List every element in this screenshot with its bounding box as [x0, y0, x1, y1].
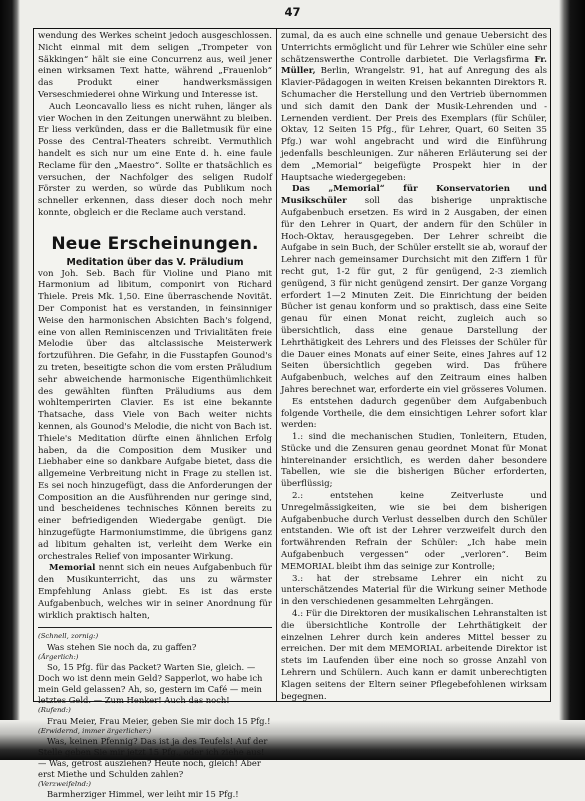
article-title: Meditation über das V. Präludium — [66, 256, 244, 268]
publisher-text-end: Berlin, Wrangelstr. 91, hat auf Anregung des als Klavier-Pädagogen in weiten Kreisen bekannten Direktors R. Schumacher die Herstellung und den Vertrieb übernommen und sich damit den Dank der Musik-Lehrenden und -Lernenden verdient. Der Preis des Exemplars (für Schüler, Oktav, 12 Seiten 15 Pfg., für Lehrer, Quart, 60 Seiten 35 Pfg.) war wohl angebracht und wird die Einführung jedenfalls beschleunigen. Zur näheren Erläuterung sei der dem „Memorial“ beigefügte Prospekt hier in der Hauptsache wiedergegeben: — [281, 66, 547, 183]
dialogue-line: Frau Meier, Frau Meier, geben Sie mir doch 15 Pfg.! — [47, 715, 271, 726]
stage-direction: (Erwidernd, immer ärgerlicher:) — [38, 726, 152, 735]
scan-edge-left — [0, 0, 20, 760]
advantage-item: 3.: hat der strebsame Lehrer ein nicht zu unterschätzendes Material für die Wirkung seiner Methode in den verschiedenen gesammelten Lehrgängen. — [281, 573, 547, 608]
dialogue-line: Was, keinen Pfennig? Das ist ja des Teufels! Auf der Stelle geben Sie mir jetzt 15 Pfg., oder ich ziehe aus! — Was, getrost ausziehen? Heute noch, gleich! Aber erst Miethe und Schulden zahlen? — [38, 735, 268, 780]
right-column — [281, 31, 548, 702]
stage-direction: (Schnell, zornig:) — [38, 632, 99, 641]
dialogue-line: Was stehen Sie noch da, zu gaffen? — [47, 641, 197, 652]
intro-paragraph: wendung des Werkes scheint jedoch ausgeschlossen. Nicht einmal mit dem seligen „Trompeter von Säkkingen“ hält sie eine Concurrenz aus, weil jener einen wirksamen Text hatte, während „Frauenlob“ das Produkt einer handwerksmässigen Verseschmiederei ohne Wirkung und Interesse ist. — [38, 31, 272, 100]
prospect-paragraph — [281, 184, 547, 396]
stage-direction: (Verzweifelnd:) — [38, 780, 91, 789]
section-heading: Neue Erscheinungen. — [51, 233, 259, 254]
article-body: von Joh. Seb. Bach für Violine und Piano mit Harmonium ad libitum, componirt von Richard Thiele. Preis Mk. 1,50. Eine überraschende Novität. Der Componist hat es verstanden, in feinsinniger Weise den harmonischen Absichten Bach's folgend, eine von allen Reminiscenzen und Trivialitäten freie Melodie über das altclassische Meisterwerk fortzuführen. Die Gefahr, in die Fusstapfen Gounod's zu treten, beseitigte schon die vom ersten Präludium sehr abweichende harmonische Eigenthümlichkeit des gewählten fünften Präludiums aus dem wohltemperirten Clavier. Es ist eine bekannte Thatsache, dass Viele von Bach weiter nichts kennen, als Gounod's Melodie, die nicht von Bach ist. Thiele's Meditation dürfte einen ähnlichen Erfolg haben, da die Composition dem Musiker und Liebhaber eine so dankbare Aufgabe bietet, dass die allgemeine Verbreitung nicht in Frage zu stellen ist. Es sei noch hinzugefügt, dass die Anforderungen der Composition an die Ausführenden nur geringe sind, und bescheidenes technisches Können bereits zu einer befriedigenden Wiedergabe genügt. Die hinzugefügte Harmoniumstimme, die übrigens ganz ad libitum gehalten ist, verleiht dem Werke ein orchestrales Relief von imposanter Wirkung. — [38, 268, 272, 562]
section-divider — [38, 627, 272, 628]
dialogue-block — [38, 632, 272, 800]
dialogue-line: Barmherziger Himmel, wer leiht mir 15 Pfg.! — [47, 789, 239, 800]
publisher-text-start: zumal, da es auch eine schnelle und genaue Uebersicht des Unterrichts ermöglicht und für Lehrer wie Schüler eine sehr schätzenswerthe Controlle darbietet. Die Verlagsfirma — [281, 31, 547, 65]
page-frame — [33, 28, 551, 800]
prospect-lead: Das „Memorial“ für Konservatorien und Musikschüler — [281, 184, 547, 207]
column-divider — [276, 29, 277, 701]
left-column — [38, 31, 272, 800]
stage-direction: (Ärgerlich:) — [38, 652, 79, 661]
advantage-item: 4.: Für die Direktoren der musikalischen Lehranstalten ist die übersichtliche Kontrolle der Lehrthätigkeit der einzelnen Lehrer durch kein anderes Mittel besser zu erreichen. Der mit dem MEMORIAL arbeitende Direktor ist stets im Laufenden über eine noch so grosse Anzahl von Lehrern und Schülern. Auch kann er damit unberechtigten Klagen seitens der Eltern seiner Pflegebefohlenen wirksam begegnen. — [281, 609, 547, 702]
dialogue-line: So, 15 Pfg. für das Packet? Warten Sie, gleich. — Doch wo ist denn mein Geld? Sapperlot, wo habe ich mein Geld gelassen? Ah, so, gestern im Café — mein letztes Geld. — Zum Henker! Auch das noch! — [38, 661, 263, 706]
advantage-item: 2.: entstehen keine Zeitverluste und Unregelmässigkeiten, wie sie bei dem bisherigen Aufgabenbuche durch Verlust desselben durch den Schüler entstanden. Wie oft ist der Lehrer verzweifelt durch den fortwährenden Refrain der Schüler: „Ich habe mein Aufgabenbuch vergessen“ oder „verloren“. Beim MEMORIAL bleibt ihm das seinige zur Kontrolle; — [281, 491, 547, 572]
advantages-intro: Es entstehen dadurch gegenüber dem Aufgabenbuch folgende Vortheile, die dem einsichtigen Lehrer sofort klar werden: — [281, 396, 547, 431]
memorial-body: nennt sich ein neues Aufgabenbuch für den Musikunterricht, das uns zu wärmster Empfehlung Anlass giebt. Es ist das erste Aufgabenbuch, welches wir in seiner Anordnung für wirklich praktisch halten, — [38, 563, 272, 621]
leoncavallo-paragraph: Auch Leoncavallo liess es nicht ruhen, länger als vier Wochen in den Zeitungen unerwähnt zu bleiben. Er liess verkünden, dass er die Balletmusik für eine Posse des Central-Theaters schreibt. Vermuthlich handelt es sich nur um eine Ente d. h. eine faule Reclame für den „Maestro“. Sollte er thatsächlich es versuchen, der Nachfolger des seligen Rudolf Förster zu werden, so würde das Publikum noch schneller erkennen, dass dieser doch noch mehr konnte, obgleich er die Reclame auch verstand. — [38, 101, 272, 218]
memorial-lead: Memorial — [49, 563, 96, 574]
scan-edge-right — [559, 0, 585, 760]
stage-direction: (Rufend:) — [38, 706, 71, 715]
publisher-paragraph — [281, 31, 547, 184]
prospect-body: soll das bisherige unpraktische Aufgabenbuch ersetzen. Es wird in 2 Ausgaben, der einen für den Lehrer in Quart, der andern für den Schüler in Hoch-Oktav, herausgegeben. Der Lehrer schreibt die Aufgabe in sein Buch, der Schüler erstellt sie ab, worauf der Lehrer nach gemeinsamer Durchsicht mit den Ziffern 1 für recht gut, 1-2 für gut, 2 für genügend, 2-3 ziemlich genügend, 3 für nicht genügend zensirt. Der ganze Vorgang erfordert 1—2 Minuten Zeit. Die Einrichtung der beiden Bücher ist genau konform und so praktisch, dass eine Seite genau für einen Monat reicht, zugleich auch so übersichtlich, dass eine genaue Darstellung der Lehrthätigkeit des Lehrers und des Fleisses der Schüler für die Dauer eines Monats auf einer Seite, eines Jahres auf 12 Seiten übersichtlich gegeben wird. Das frühere Aufgabenbuch, welches auf den Zeitraum eines halben Jahres berechnet war, erforderte ein viel grösseres Volumen. — [281, 196, 548, 395]
page-number: 47 — [284, 5, 301, 19]
advantage-item: 1.: sind die mechanischen Studien, Tonleitern, Etuden, Stücke und die Zensuren genau geordnet Monat für Monat hintereinander ersichtlich, es werden daher besondere Tabellen, wie sie die bisherigen Bücher erforderten, überflüssig; — [281, 432, 547, 490]
publisher-name: Fr. Müller, — [281, 54, 547, 77]
memorial-paragraph — [38, 563, 272, 622]
